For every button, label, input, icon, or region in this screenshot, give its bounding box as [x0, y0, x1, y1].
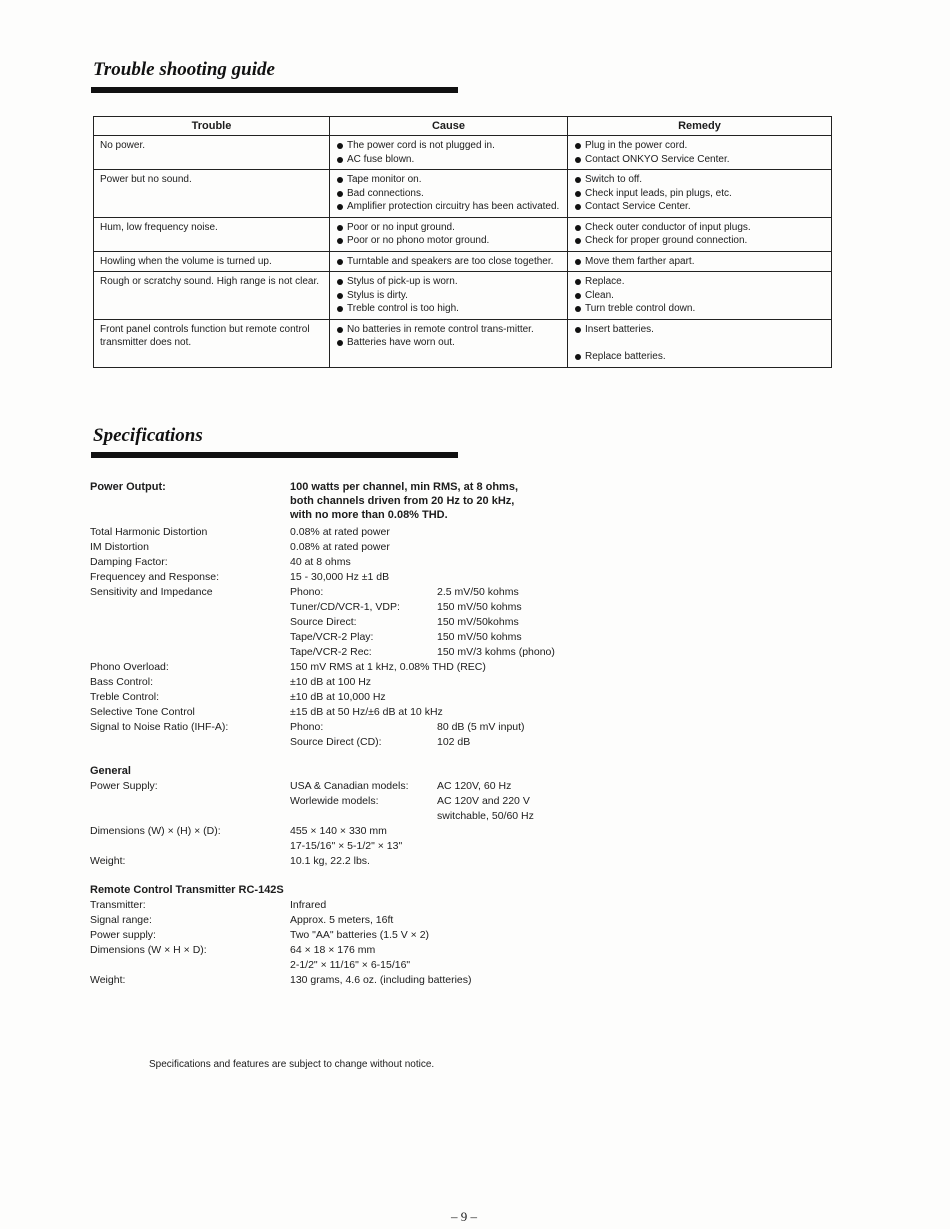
header-trouble: Trouble: [94, 117, 330, 136]
sub-value: 150 mV/50 kohms: [437, 601, 522, 613]
remedy-item: Replace.: [574, 275, 826, 289]
spec-snr: [90, 720, 690, 750]
spec-power-output: [90, 480, 690, 522]
table-row: [94, 319, 832, 367]
cause-item: Turntable and speakers are too close together.: [336, 255, 562, 269]
general-heading: General: [90, 765, 131, 777]
sub-value: AC 120V, 60 Hz: [437, 780, 512, 792]
spec-value-group: [290, 779, 690, 824]
remedy-item: Move them farther apart.: [574, 255, 826, 269]
spec-label: Frequencey and Response:: [90, 571, 219, 583]
spec-value: 10.1 kg, 22.2 lbs.: [290, 855, 370, 867]
spec-value: 2-1/2" × 11/16" × 6-15/16": [290, 959, 411, 971]
spec-value-group: [290, 824, 690, 854]
spec-row: [90, 555, 690, 570]
spec-label: IM Distortion: [90, 541, 149, 553]
table-row: [94, 136, 832, 170]
spec-row: [90, 675, 690, 690]
remedy-cell: [568, 217, 832, 251]
trouble-cell: Hum, low frequency noise.: [94, 217, 330, 251]
remedy-item: Plug in the power cord.: [574, 139, 826, 153]
spec-value: ±15 dB at 50 Hz/±6 dB at 10 kHz: [290, 706, 443, 718]
sub-name: Worlewide models:: [290, 795, 379, 807]
sub-name: Source Direct:: [290, 616, 357, 628]
footnote: Specifications and features are subject to change without notice.: [149, 1059, 435, 1070]
spec-sensitivity: [90, 585, 690, 660]
spec-label: Signal to Noise Ratio (IHF-A):: [90, 721, 229, 733]
spec-row: [90, 705, 690, 720]
cause-item: Batteries have worn out.: [336, 336, 562, 350]
spec-label: Weight:: [90, 974, 126, 986]
cause-item: No batteries in remote control trans-mitter.: [336, 323, 562, 337]
sub-name: Tuner/CD/VCR-1, VDP:: [290, 601, 400, 613]
spec-value: 17-15/16" × 5-1/2" × 13": [290, 840, 403, 852]
spec-row: [90, 690, 690, 705]
spec-value: 0.08% at rated power: [290, 541, 390, 553]
spec-label: [90, 958, 290, 973]
sub-name: Phono:: [290, 586, 324, 598]
trouble-guide-table: [93, 116, 832, 368]
remedy-item: Contact ONKYO Service Center.: [574, 153, 826, 167]
sub-value: 150 mV/50 kohms: [437, 631, 522, 643]
remedy-cell: [568, 251, 832, 272]
spec-row: [90, 913, 690, 928]
cause-item: AC fuse blown.: [336, 153, 562, 167]
cause-item: Treble control is too high.: [336, 302, 562, 316]
spec-row: [90, 540, 690, 555]
spec-row: [90, 525, 690, 540]
spec-label: Dimensions (W × H × D):: [90, 944, 207, 956]
trouble-cell: No power.: [94, 136, 330, 170]
spec-value: ±10 dB at 10,000 Hz: [290, 691, 386, 703]
remedy-item: Check for proper ground connection.: [574, 234, 826, 248]
spec-label: Weight:: [90, 855, 126, 867]
spec-label: Transmitter:: [90, 899, 146, 911]
sub-row: [290, 630, 690, 645]
sub-row: [290, 779, 690, 794]
header-remedy: Remedy: [568, 117, 832, 136]
sub-value: 150 mV/3 kohms (phono): [437, 646, 555, 658]
spec-value: Approx. 5 meters, 16ft: [290, 914, 394, 926]
spec-label: Phono Overload:: [90, 661, 169, 673]
trouble-cell: Howling when the volume is turned up.: [94, 251, 330, 272]
sub-name: [290, 809, 437, 824]
spec-row: [90, 898, 690, 913]
spec-label: Power supply:: [90, 929, 156, 941]
remedy-cell: [568, 170, 832, 218]
spec-value: 130 grams, 4.6 oz. (including batteries): [290, 974, 472, 986]
sub-name: Tape/VCR-2 Play:: [290, 631, 374, 643]
page-number: – 9 –: [451, 1209, 477, 1224]
spec-value: 40 at 8 ohms: [290, 556, 351, 568]
spec-value: 455 × 140 × 330 mm: [290, 825, 387, 837]
remedy-cell: [568, 319, 832, 367]
spec-row: [90, 570, 690, 585]
sub-row: [290, 645, 690, 660]
spec-label: Bass Control:: [90, 676, 154, 688]
spec-row: [90, 928, 690, 943]
sub-row: [290, 600, 690, 615]
remedy-item: Check input leads, pin plugs, etc.: [574, 187, 826, 201]
spec-label: Damping Factor:: [90, 556, 168, 568]
cause-item: Poor or no input ground.: [336, 221, 562, 235]
spec-value-group: [290, 585, 690, 660]
spec-row: [90, 973, 690, 988]
remedy-item: Clean.: [574, 289, 826, 303]
spec-row: [90, 958, 690, 973]
spec-label: Sensitivity and Impedance: [90, 586, 213, 598]
spec-row: [90, 943, 690, 958]
sub-value: 102 dB: [437, 736, 471, 748]
sub-name: USA & Canadian models:: [290, 780, 409, 792]
trouble-guide-title: Trouble shooting guide: [93, 59, 275, 80]
cause-cell: [330, 170, 568, 218]
spec-value: 15 - 30,000 Hz ±1 dB: [290, 571, 390, 583]
remedy-cell: [568, 272, 832, 320]
remedy-cell: [568, 136, 832, 170]
remedy-item: Insert batteries.: [574, 323, 826, 337]
cause-cell: [330, 251, 568, 272]
sub-value: AC 120V and 220 V: [437, 795, 530, 807]
cause-item: Bad connections.: [336, 187, 562, 201]
spec-value: 150 mV RMS at 1 kHz, 0.08% THD (REC): [290, 661, 486, 673]
spec-power-supply: [90, 779, 690, 824]
spec-label: Dimensions (W) × (H) × (D):: [90, 825, 221, 837]
cause-cell: [330, 136, 568, 170]
sub-row: [290, 809, 690, 824]
trouble-cell: Rough or scratchy sound. High range is not clear.: [94, 272, 330, 320]
spec-label: Power Supply:: [90, 780, 158, 792]
title-underline-bar: [91, 452, 458, 458]
spec-label: Power Output:: [90, 481, 166, 493]
sub-name: Tape/VCR-2 Rec:: [290, 646, 372, 658]
trouble-cell: Power but no sound.: [94, 170, 330, 218]
cause-item: Stylus of pick-up is worn.: [336, 275, 562, 289]
sub-value: 2.5 mV/50 kohms: [437, 586, 519, 598]
spec-value: Infrared: [290, 899, 327, 911]
cause-cell: [330, 272, 568, 320]
sub-value: 150 mV/50kohms: [437, 616, 519, 628]
trouble-cell: Front panel controls function but remote control transmitter does not.: [94, 319, 330, 367]
spec-value: 0.08% at rated power: [290, 526, 390, 538]
spec-label: Treble Control:: [90, 691, 160, 703]
sub-value: 80 dB (5 mV input): [437, 721, 525, 733]
remedy-item: Contact Service Center.: [574, 200, 826, 214]
title-underline-bar: [91, 87, 458, 93]
sub-row: [290, 720, 690, 735]
remedy-item: Turn treble control down.: [574, 302, 826, 316]
sub-name: Source Direct (CD):: [290, 736, 382, 748]
cause-cell: [330, 319, 568, 367]
spec-value: 100 watts per channel, min RMS, at 8 ohms, both channels driven from 20 Hz to 20 kHz, with no more than 0.08% THD.: [290, 481, 519, 521]
table-row: [94, 170, 832, 218]
remote-heading: Remote Control Transmitter RC-142S: [90, 884, 284, 896]
spec-value: 64 × 18 × 176 mm: [290, 944, 376, 956]
cause-item: Stylus is dirty.: [336, 289, 562, 303]
specifications-title: Specifications: [93, 425, 203, 446]
cause-item: Poor or no phono motor ground.: [336, 234, 562, 248]
table-header-row: [94, 117, 832, 136]
spec-label: Total Harmonic Distortion: [90, 526, 208, 538]
specifications-list: [90, 480, 690, 988]
spec-value-group: [290, 720, 690, 750]
table-row: [94, 217, 832, 251]
sub-name: Phono:: [290, 721, 324, 733]
table-row: [94, 272, 832, 320]
cause-cell: [330, 217, 568, 251]
cause-item: Amplifier protection circuitry has been activated.: [336, 200, 562, 214]
remedy-item: Check outer conductor of input plugs.: [574, 221, 826, 235]
spec-label: Signal range:: [90, 914, 152, 926]
spec-weight: [90, 854, 690, 869]
table-row: [94, 251, 832, 272]
remedy-item: Switch to off.: [574, 173, 826, 187]
sub-row: [290, 615, 690, 630]
sub-value: switchable, 50/60 Hz: [437, 810, 534, 822]
cause-item: The power cord is not plugged in.: [336, 139, 562, 153]
sub-row: [290, 794, 690, 809]
header-cause: Cause: [330, 117, 568, 136]
spec-value: Two "AA" batteries (1.5 V × 2): [290, 929, 430, 941]
sub-row: [290, 585, 690, 600]
sub-row: [290, 735, 690, 750]
remedy-item: Replace batteries.: [574, 350, 826, 364]
spec-value: ±10 dB at 100 Hz: [290, 676, 372, 688]
spec-row: [90, 660, 690, 675]
spec-label: Selective Tone Control: [90, 706, 195, 718]
spec-dimensions: [90, 824, 690, 854]
cause-item: Tape monitor on.: [336, 173, 562, 187]
